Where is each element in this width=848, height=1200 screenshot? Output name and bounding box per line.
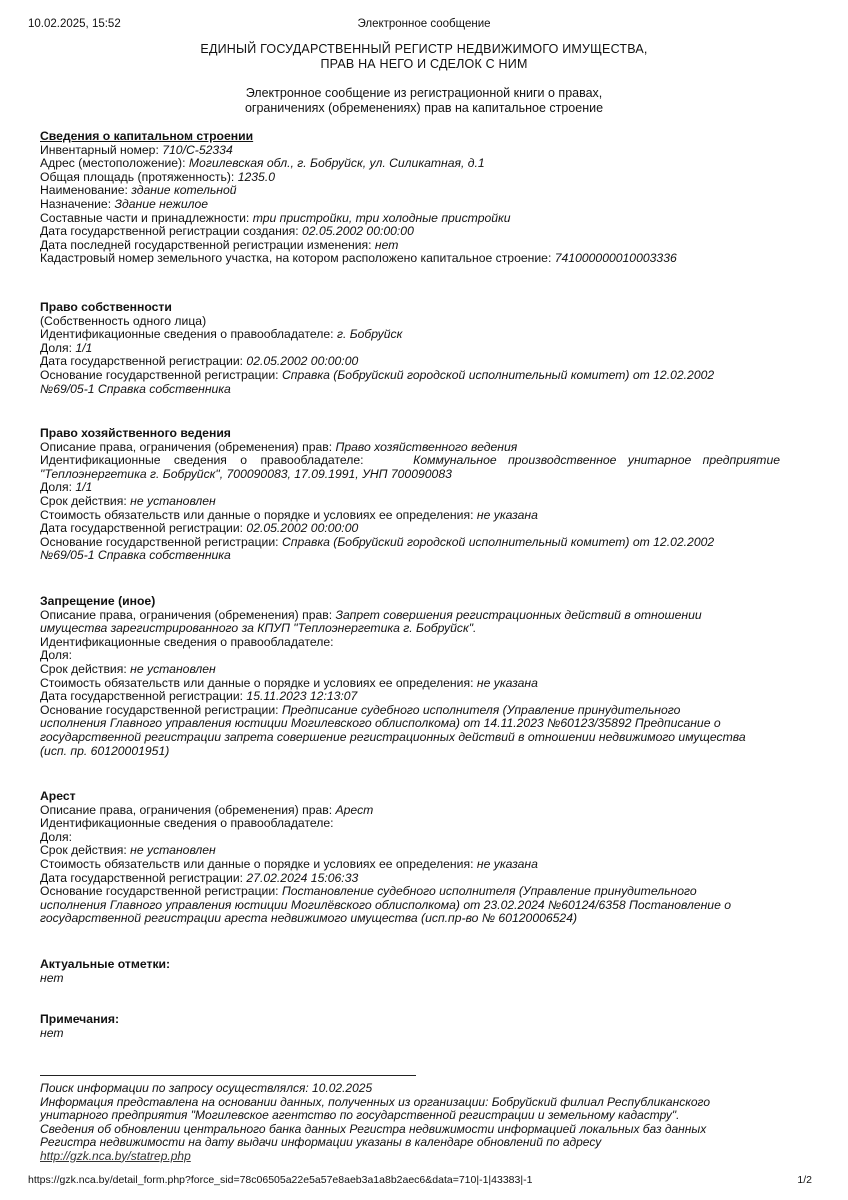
- field-value: не установлен: [130, 661, 216, 676]
- field-value: 1/1: [75, 340, 93, 355]
- notes-value: нет: [40, 1025, 64, 1040]
- name-row: [40, 184, 780, 198]
- field-value: не указана: [476, 675, 538, 690]
- document-subtitle-line1: Электронное сообщение из регистрационной книги о правах,: [245, 86, 603, 100]
- field-value: не установлен: [130, 843, 216, 858]
- ownership-section: [40, 301, 780, 396]
- field-value: 741000000010003336: [554, 251, 677, 266]
- basis-row: [40, 885, 780, 899]
- page-number: 1/2: [797, 1174, 812, 1186]
- field-value: 27.02.2024 15:06:33: [246, 870, 359, 885]
- notes-section: [40, 1013, 780, 1040]
- description-continuation: имущества зарегистрированного за КПУП "Теплоэнергетика г. Бобруйск".: [40, 621, 477, 636]
- inventory-number-row: [40, 144, 780, 158]
- basis-row: [40, 369, 780, 383]
- field-value: Справка (Бобруйский городской исполнительный комитет) от 12.02.2002: [281, 534, 715, 549]
- field-label: Основание государственной регистрации:: [40, 367, 279, 382]
- document-subtitle: [0, 86, 848, 116]
- holder-row: [40, 454, 780, 468]
- field-label: Срок действия:: [40, 493, 127, 508]
- field-value: Могилевская обл., г. Бобруйск, ул. Силикатная, д.1: [188, 156, 485, 171]
- field-value: 1235.0: [237, 169, 275, 184]
- field-label: Доля:: [40, 340, 72, 355]
- field-value: Право хозяйственного ведения: [335, 439, 518, 454]
- actual-marks-value: нет: [40, 970, 64, 985]
- share-row: [40, 649, 780, 663]
- reg-date-row: [40, 355, 780, 369]
- basis-continuation: №69/05-1 Справка собственника: [40, 381, 231, 396]
- basis-row: [40, 536, 780, 550]
- footer-divider: [40, 1075, 416, 1076]
- actual-marks-section: [40, 958, 780, 985]
- field-value: не установлен: [130, 493, 216, 508]
- field-label: Срок действия:: [40, 843, 127, 858]
- document-subtitle-line2: ограничениях (обременениях) прав на капитальное строение: [244, 101, 604, 115]
- reg-date-row: [40, 690, 780, 704]
- field-label: Дата государственной регистрации:: [40, 521, 244, 536]
- field-label: Общая площадь (протяженность):: [40, 169, 235, 184]
- field-label: Стоимость обязательств или данные о порядке и условиях ее определения:: [40, 675, 474, 690]
- cost-row: [40, 858, 780, 872]
- footer-line: Сведения об обновлении центрального банка данных Регистра недвижимости информацией локальных баз данных: [40, 1121, 707, 1136]
- field-label: Дата государственной регистрации создания:: [40, 224, 299, 239]
- field-label: Доля:: [40, 829, 72, 844]
- statrep-link[interactable]: http://gzk.nca.by/statrep.php: [40, 1148, 191, 1163]
- print-title: Электронное сообщение: [357, 18, 491, 30]
- field-value: не указана: [476, 507, 538, 522]
- arrest-section-title: Арест: [40, 789, 76, 803]
- field-value: Арест: [335, 802, 374, 817]
- notes-title: Примечания:: [40, 1012, 120, 1026]
- field-label: Стоимость обязательств или данные о порядке и условиях ее определения:: [40, 856, 474, 871]
- building-section-title: Сведения о капитальном строении: [40, 129, 254, 143]
- reg-date-row: [40, 872, 780, 886]
- purpose-row: [40, 198, 780, 212]
- cost-row: [40, 677, 780, 691]
- arrest-section: [40, 790, 780, 926]
- reg-date-row: [40, 522, 780, 536]
- basis-continuation: исполнения Главного управления юстиции Могилёвского облисполкома) от 23.02.2024 №60124/6358 Постановление о: [40, 897, 732, 912]
- building-section: [40, 130, 780, 266]
- footer-line: Регистра недвижимости на дату выдачи информации указаны в календаре обновлений по адресу: [40, 1135, 602, 1149]
- field-label: Основание государственной регистрации:: [40, 884, 279, 899]
- area-row: [40, 171, 780, 185]
- field-label: Описание права, ограничения (обременения) прав:: [40, 439, 333, 454]
- field-label: Назначение:: [40, 196, 112, 211]
- ownership-section-title: Право собственности: [40, 300, 172, 314]
- term-row: [40, 844, 780, 858]
- share-row: [40, 831, 780, 845]
- field-label: Описание права, ограничения (обременения) прав:: [40, 802, 333, 817]
- footer-line: унитарного предприятия "Могилевское агентство по государственной регистрации и земельному кадастру".: [40, 1108, 680, 1122]
- basis-continuation: №69/05-1 Справка собственника: [40, 548, 231, 563]
- field-label: Стоимость обязательств или данные о порядке и условиях ее определения:: [40, 507, 474, 522]
- print-datetime: 10.02.2025, 15:52: [28, 18, 121, 30]
- share-row: [40, 342, 780, 356]
- changed-date-row: [40, 239, 780, 253]
- field-label: Адрес (местоположение):: [40, 156, 186, 171]
- description-row: [40, 609, 780, 623]
- field-label: Описание права, ограничения (обременения) прав:: [40, 607, 333, 622]
- field-value: 710/C-52334: [162, 142, 233, 157]
- basis-continuation: исполнения Главного управления юстиции Могилевского облисполкома) от 14.11.2023 №60123/35892 Предписание о: [40, 716, 721, 731]
- address-row: [40, 157, 780, 171]
- field-label: Основание государственной регистрации:: [40, 702, 279, 717]
- field-value: Предписание судебного исполнителя (Управление принудительного: [281, 702, 681, 717]
- cadastral-number-row: [40, 252, 780, 266]
- field-value: 02.05.2002 00:00:00: [246, 521, 359, 536]
- basis-continuation: государственной регистрации запрета совершение регистрационных действий в отношении недвижимого имущества: [40, 729, 746, 744]
- cost-row: [40, 509, 780, 523]
- document-title: [0, 42, 848, 72]
- field-value: Справка (Бобруйский городской исполнительный комитет) от 12.02.2002: [281, 367, 715, 382]
- field-label: Идентификационные сведения о правообладателе:: [40, 327, 334, 342]
- field-value: Запрет совершения регистрационных действий в отношении: [335, 607, 702, 622]
- field-value: Здание нежилое: [114, 196, 209, 211]
- field-value: 15.11.2023 12:13:07: [246, 689, 358, 704]
- economic-right-section-title: Право хозяйственного ведения: [40, 426, 231, 440]
- footer-line: Поиск информации по запросу осуществлялся: 10.02.2025: [40, 1081, 373, 1095]
- page-url: https://gzk.nca.by/detail_form.php?force_sid=78c06505a22e5a57e8aeb3a1a8b2aec6&data=710|-1|43383|-1: [28, 1174, 533, 1186]
- field-label: Наименование:: [40, 183, 128, 198]
- footer-line: Информация представлена на основании данных, полученных из организации: Бобруйский филиал Республиканского: [40, 1094, 710, 1109]
- holder-continuation: "Теплоэнергетика г. Бобруйск", 700090083, 17.09.1991, УНП 700090083: [40, 466, 452, 481]
- basis-row: [40, 704, 780, 718]
- field-label: Идентификационные сведения о правообладателе:: [40, 634, 334, 649]
- field-label: Составные части и принадлежности:: [40, 210, 250, 225]
- document-title-line1: ЕДИНЫЙ ГОСУДАРСТВЕННЫЙ РЕГИСТР НЕДВИЖИМОГО ИМУЩЕСТВА,: [200, 42, 648, 56]
- field-label: Доля:: [40, 480, 72, 495]
- description-row: [40, 441, 780, 455]
- economic-right-section: [40, 427, 780, 563]
- created-date-row: [40, 225, 780, 239]
- field-label: Срок действия:: [40, 661, 127, 676]
- field-value: Коммунальное производственное унитарное предприятие: [413, 453, 780, 468]
- prohibition-section: [40, 595, 780, 758]
- field-label: Дата государственной регистрации:: [40, 354, 244, 369]
- parts-row: [40, 212, 780, 226]
- document-title-line2: ПРАВ НА НЕГО И СДЕЛОК С НИМ: [320, 57, 528, 71]
- field-value: 1/1: [75, 480, 93, 495]
- field-label: Дата последней государственной регистрации изменения:: [40, 237, 372, 252]
- holder-row: [40, 328, 780, 342]
- field-label: Инвентарный номер:: [40, 142, 159, 157]
- holder-row: [40, 817, 780, 831]
- description-row: [40, 804, 780, 818]
- footer-info: [40, 1082, 780, 1163]
- field-value: 02.05.2002 00:00:00: [302, 224, 414, 239]
- field-label: Кадастровый номер земельного участка, на котором расположено капитальное строение:: [40, 251, 552, 266]
- field-value: три пристройки, три холодные пристройки: [252, 210, 511, 225]
- field-label: Дата государственной регистрации:: [40, 870, 244, 885]
- prohibition-section-title: Запрещение (иное): [40, 594, 156, 608]
- field-label: Идентификационные сведения о правообладателе:: [40, 816, 334, 831]
- actual-marks-title: Актуальные отметки:: [40, 957, 171, 971]
- ownership-subtitle: (Собственность одного лица): [40, 313, 207, 328]
- field-value: Постановление судебного исполнителя (Управление принудительного: [281, 884, 697, 899]
- basis-continuation: государственной регистрации ареста недвижимого имущества (исп.пр-во № 60120006524): [40, 911, 578, 926]
- field-value: нет: [374, 237, 399, 252]
- field-label: Основание государственной регистрации:: [40, 534, 279, 549]
- field-value: здание котельной: [131, 183, 237, 198]
- field-value: г. Бобруйск: [336, 327, 403, 342]
- field-label: Идентификационные сведения о правообладателе:: [40, 453, 364, 468]
- share-row: [40, 481, 780, 495]
- basis-continuation: (исп. пр. 60120001951): [40, 743, 170, 758]
- field-label: Дата государственной регистрации:: [40, 689, 244, 704]
- field-value: 02.05.2002 00:00:00: [246, 354, 359, 369]
- field-value: не указана: [476, 856, 538, 871]
- term-row: [40, 495, 780, 509]
- holder-row: [40, 636, 780, 650]
- term-row: [40, 663, 780, 677]
- field-label: Доля:: [40, 648, 72, 663]
